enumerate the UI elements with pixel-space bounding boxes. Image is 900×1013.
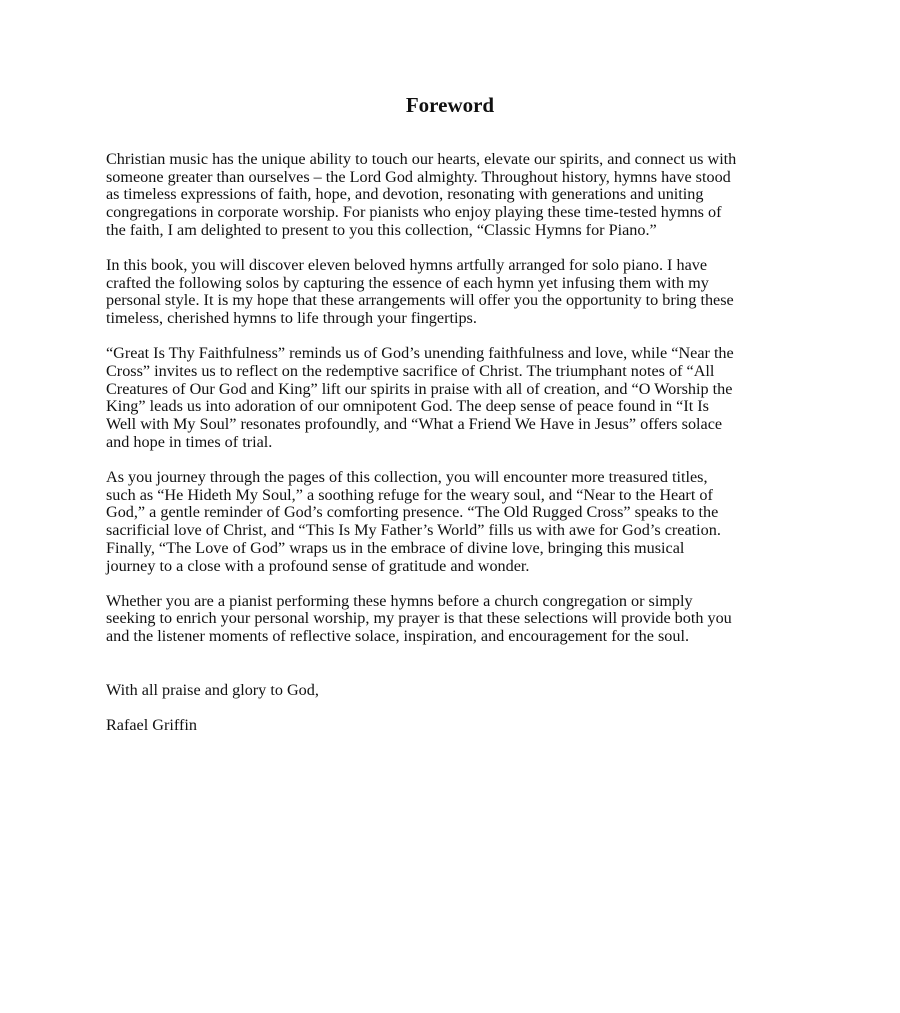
paragraph-1 (106, 151, 806, 240)
text-line: Whether you are a pianist performing these hymns before a church congregation or simply (106, 591, 693, 610)
text-line: crafted the following solos by capturing the essence of each hymn yet infusing them with my (106, 273, 709, 292)
text-line: journey to a close with a profound sense of gratitude and wonder. (106, 556, 530, 575)
paragraph-3 (106, 345, 806, 451)
text-line: such as “He Hideth My Soul,” a soothing refuge for the weary soul, and “Near to the Heart of (106, 485, 713, 504)
text-line: Christian music has the unique ability to touch our hearts, elevate our spirits, and connect us with (106, 150, 737, 168)
text-line: Finally, “The Love of God” wraps us in the embrace of divine love, bringing this musical (106, 538, 685, 557)
text-line: As you journey through the pages of this collection, you will encounter more treasured titles, (106, 468, 708, 487)
text-line: and the listener moments of reflective solace, inspiration, and encouragement for the soul. (106, 627, 690, 646)
paragraph-2 (106, 257, 806, 328)
text-line: God,” a gentle reminder of God’s comforting presence. “The Old Rugged Cross” speaks to the (106, 503, 719, 522)
text-line: sacrificial love of Christ, and “This Is My Father’s World” fills us with awe for God’s creation. (106, 521, 721, 540)
text-line: and hope in times of trial. (106, 432, 273, 451)
paragraph-5 (106, 593, 806, 646)
text-line: personal style. It is my hope that these arrangements will offer you the opportunity to bring these (106, 291, 734, 310)
text-line: as timeless expressions of faith, hope, and devotion, resonating with generations and uniting (106, 185, 704, 204)
text-line: Well with My Soul” resonates profoundly, and “What a Friend We Have in Jesus” offers solace (106, 415, 723, 434)
text-line: “Great Is Thy Faithfulness” reminds us of God’s unending faithfulness and love, while “Near the (106, 344, 734, 363)
text-line: Creatures of Our God and King” lift our spirits in praise with all of creation, and “O Worship the (106, 379, 733, 398)
page-title: Foreword (405, 93, 495, 117)
closing-line: With all praise and glory to God, (106, 681, 319, 699)
foreword-body (106, 151, 806, 663)
text-line: Cross” invites us to reflect on the redemptive sacrifice of Christ. The triumphant notes of “All (106, 362, 715, 381)
author-signature: Rafael Griffin (106, 716, 197, 734)
text-line: congregations in corporate worship. For pianists who enjoy playing these time-tested hymns of (106, 203, 722, 222)
text-line: timeless, cherished hymns to life through your fingertips. (106, 309, 477, 328)
text-line: seeking to enrich your personal worship, my prayer is that these selections will provide both you (106, 609, 732, 628)
text-line: the faith, I am delighted to present to you this collection, “Classic Hymns for Piano.” (106, 220, 657, 239)
text-line: someone greater than ourselves – the Lord God almighty. Throughout history, hymns have stood (106, 167, 731, 186)
text-line: King” leads us into adoration of our omnipotent God. The deep sense of peace found in “It Is (106, 397, 709, 416)
text-line: In this book, you will discover eleven beloved hymns artfully arranged for solo piano. I have (106, 256, 708, 275)
paragraph-4 (106, 469, 806, 575)
